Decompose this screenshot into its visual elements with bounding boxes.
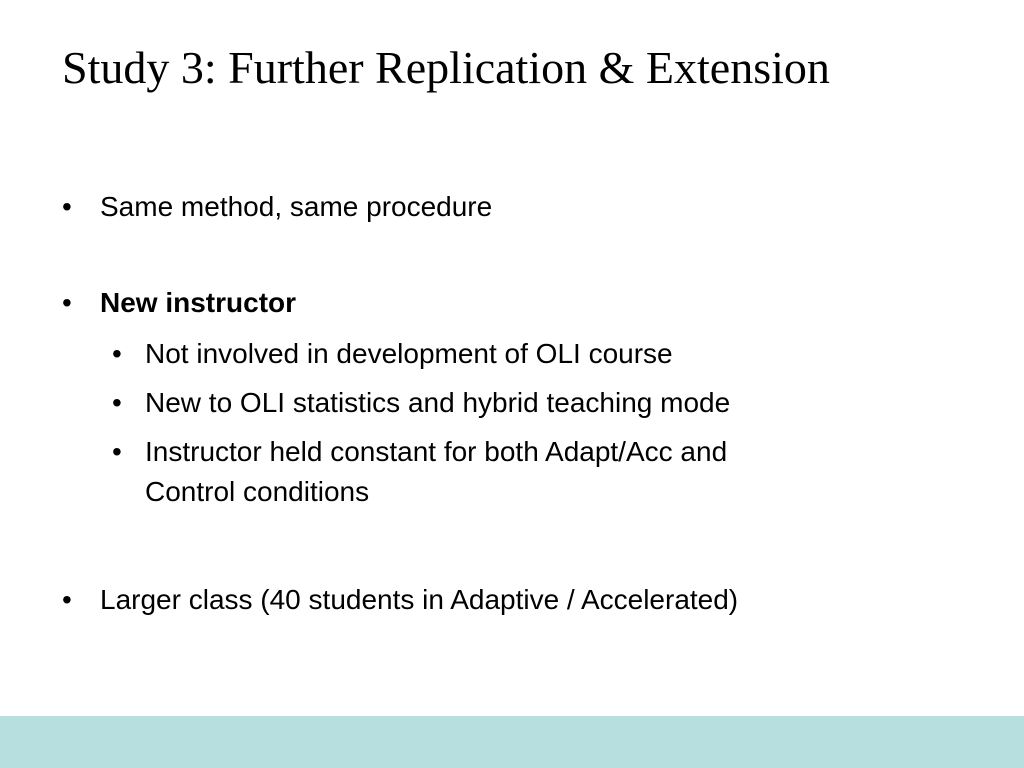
bullet-glyph: • <box>112 338 122 369</box>
bullet-glyph: • <box>112 387 122 418</box>
bullet-glyph: • <box>62 584 72 615</box>
sub-bullet-text-continuation: Control conditions <box>145 476 370 507</box>
sub-bullet-text: Instructor held constant for both Adapt/Acc and <box>145 436 728 467</box>
sub-bullet-text: New to OLI statistics and hybrid teaching mode <box>145 387 731 418</box>
bullet-glyph: • <box>62 191 72 222</box>
bullet-glyph: • <box>62 287 72 318</box>
bullet-glyph: • <box>112 436 122 467</box>
bullet-text: New instructor <box>100 287 297 318</box>
slide-title: Study 3: Further Replication & Extension <box>62 42 830 93</box>
bullet-text: Larger class (40 students in Adaptive / Accelerated) <box>100 584 739 615</box>
bullet-text: Same method, same procedure <box>100 191 493 222</box>
sub-bullet-text: Not involved in development of OLI course <box>145 338 673 369</box>
footer-band <box>0 716 1024 768</box>
